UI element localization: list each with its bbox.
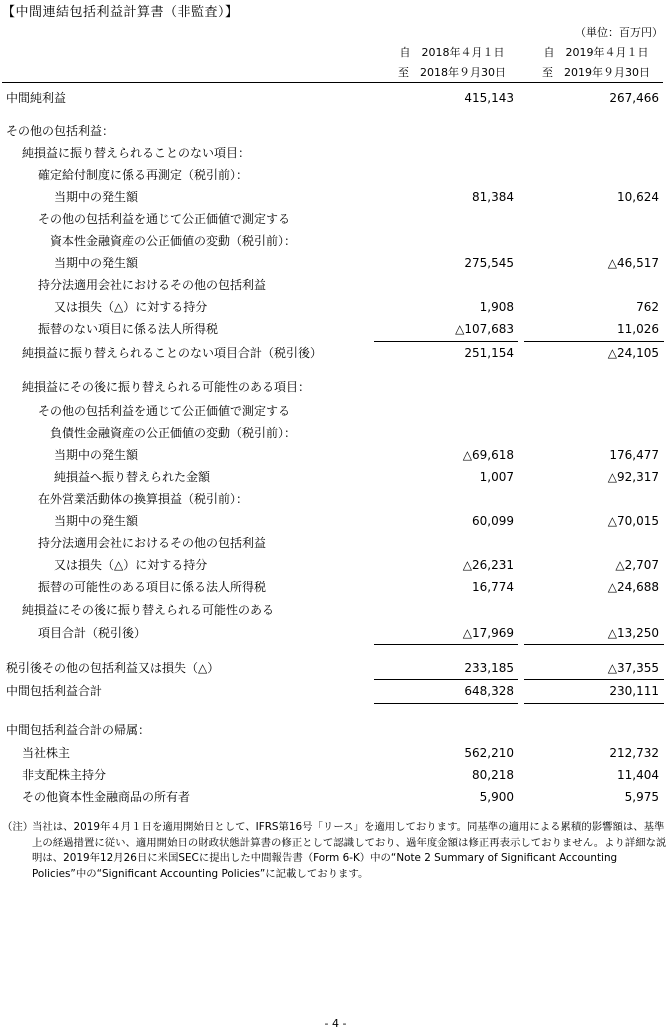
header-divider bbox=[2, 82, 663, 83]
value-period-1: △26,231 bbox=[462, 558, 514, 572]
value-period-2: △2,707 bbox=[615, 558, 659, 572]
value-period-2: △13,250 bbox=[607, 626, 659, 640]
value-period-1: 16,774 bbox=[472, 580, 514, 594]
table-row bbox=[0, 532, 671, 554]
table-row bbox=[0, 488, 671, 510]
table-row bbox=[0, 657, 671, 679]
table-row bbox=[0, 554, 671, 576]
table-row bbox=[0, 599, 671, 621]
table-row bbox=[0, 318, 671, 340]
row-label: 純損益に振り替えられることのない項目合計（税引後） bbox=[22, 346, 323, 360]
statement-title: 【中間連結包括利益計算書（非監査）】 bbox=[2, 5, 239, 20]
row-label: 純損益にその後に振り替えられる可能性のある bbox=[22, 603, 275, 617]
row-label: 振替のない項目に係る法人所得税 bbox=[38, 322, 219, 336]
subtotal-rule bbox=[374, 679, 518, 680]
row-label: 持分法適用会社におけるその他の包括利益 bbox=[38, 278, 267, 292]
value-period-1: 81,384 bbox=[472, 190, 514, 204]
value-period-2: 212,732 bbox=[609, 746, 659, 760]
column-header-period-1-to: 至 2018年９月30日 bbox=[398, 66, 506, 79]
subtotal-rule bbox=[374, 341, 518, 342]
row-label: その他の包括利益を通じて公正価値で測定する bbox=[38, 212, 291, 226]
row-label: 又は損失（△）に対する持分 bbox=[54, 300, 208, 314]
row-label: 確定給付制度に係る再測定（税引前）： bbox=[38, 168, 249, 182]
row-label: その他の包括利益： bbox=[6, 124, 115, 138]
table-row bbox=[0, 87, 671, 109]
subtotal-rule bbox=[374, 644, 518, 645]
value-period-2: 11,026 bbox=[617, 322, 659, 336]
row-label: 資本性金融資産の公正価値の変動（税引前）： bbox=[50, 234, 297, 248]
table-row bbox=[0, 230, 671, 252]
column-header-period-2-to: 至 2019年９月30日 bbox=[542, 66, 650, 79]
row-label: 在外営業活動体の換算損益（税引前）： bbox=[38, 492, 249, 506]
footnote bbox=[2, 820, 670, 882]
value-period-2: 267,466 bbox=[609, 91, 659, 105]
value-period-2: 5,975 bbox=[624, 790, 659, 804]
table-row bbox=[0, 376, 671, 398]
table-row bbox=[0, 786, 671, 808]
subtotal-rule bbox=[524, 644, 664, 645]
row-label: 中間包括利益合計 bbox=[6, 684, 103, 698]
table-row bbox=[0, 719, 671, 741]
subtotal-rule bbox=[524, 341, 664, 342]
table-row bbox=[0, 576, 671, 598]
value-period-2: 762 bbox=[636, 300, 659, 314]
row-label: 当社株主 bbox=[22, 746, 71, 760]
value-period-1: 562,210 bbox=[464, 746, 514, 760]
value-period-1: 415,143 bbox=[464, 91, 514, 105]
subtotal-rule bbox=[524, 679, 664, 680]
footnote-text: 当社は、2019年４月１日を適用開始日として、IFRS第16号「リース」を適用しております。同基準の適用による累積的影響額は、基準上の経過措置に従い、適用開始日の財政状態計算書の修正として認識しており、過年度金額は修正再表示しておりません。より詳細な説明は、2019年12月26日に米国SECに提出した中間報告書（Form 6-K）中の“Note 2 Summary of Significant Accounting Policies”中の“Significant Accounting Policies”に記載しております。 bbox=[32, 821, 667, 880]
row-label: 当期中の発生額 bbox=[54, 190, 139, 204]
value-period-2: △70,015 bbox=[607, 514, 659, 528]
total-rule bbox=[374, 703, 518, 704]
row-label: 純損益にその後に振り替えられる可能性のある項目： bbox=[22, 380, 311, 394]
value-period-1: 5,900 bbox=[479, 790, 514, 804]
table-row bbox=[0, 510, 671, 532]
row-label: 税引後その他の包括利益又は損失（△） bbox=[6, 661, 220, 675]
value-period-1: 80,218 bbox=[472, 768, 514, 782]
table-row bbox=[0, 296, 671, 318]
row-label: 中間包括利益合計の帰属： bbox=[6, 723, 151, 737]
row-label: 当期中の発生額 bbox=[54, 448, 139, 462]
value-period-2: 230,111 bbox=[609, 684, 659, 698]
row-label: 負債性金融資産の公正価値の変動（税引前）： bbox=[50, 426, 297, 440]
row-label: 純損益に振り替えられることのない項目： bbox=[22, 146, 251, 160]
table-row bbox=[0, 186, 671, 208]
row-label: 純損益へ振り替えられた金額 bbox=[54, 470, 211, 484]
row-label: 当期中の発生額 bbox=[54, 256, 139, 270]
value-period-1: 648,328 bbox=[464, 684, 514, 698]
page-number: - 4 - bbox=[324, 1017, 347, 1030]
value-period-2: 176,477 bbox=[609, 448, 659, 462]
row-label: 又は損失（△）に対する持分 bbox=[54, 558, 208, 572]
value-period-2: △37,355 bbox=[607, 661, 659, 675]
table-row bbox=[0, 680, 671, 702]
value-period-1: 233,185 bbox=[464, 661, 514, 675]
column-header-period-1-from: 自 2018年４月１日 bbox=[399, 46, 505, 59]
row-label: 当期中の発生額 bbox=[54, 514, 139, 528]
value-period-2: △92,317 bbox=[607, 470, 659, 484]
value-period-1: 1,908 bbox=[479, 300, 514, 314]
unit-label: （単位：百万円） bbox=[575, 26, 663, 39]
table-row bbox=[0, 120, 671, 142]
table-row bbox=[0, 208, 671, 230]
row-label: その他資本性金融商品の所有者 bbox=[22, 790, 191, 804]
value-period-1: 251,154 bbox=[464, 346, 514, 360]
total-rule bbox=[524, 703, 664, 704]
table-row bbox=[0, 742, 671, 764]
table-row bbox=[0, 274, 671, 296]
value-period-1: △107,683 bbox=[455, 322, 514, 336]
value-period-2: △46,517 bbox=[607, 256, 659, 270]
value-period-2: 11,404 bbox=[617, 768, 659, 782]
value-period-1: 1,007 bbox=[479, 470, 514, 484]
value-period-1: △17,969 bbox=[462, 626, 514, 640]
value-period-2: △24,105 bbox=[607, 346, 659, 360]
table-row bbox=[0, 252, 671, 274]
table-row bbox=[0, 164, 671, 186]
table-row bbox=[0, 466, 671, 488]
table-row bbox=[0, 142, 671, 164]
row-label: 項目合計（税引後） bbox=[38, 626, 147, 640]
row-label: 持分法適用会社におけるその他の包括利益 bbox=[38, 536, 267, 550]
row-label: 振替の可能性のある項目に係る法人所得税 bbox=[38, 580, 267, 594]
row-label: 非支配株主持分 bbox=[22, 768, 107, 782]
value-period-1: △69,618 bbox=[462, 448, 514, 462]
table-row bbox=[0, 342, 671, 364]
value-period-2: △24,688 bbox=[607, 580, 659, 594]
value-period-2: 10,624 bbox=[617, 190, 659, 204]
value-period-1: 275,545 bbox=[464, 256, 514, 270]
table-row bbox=[0, 444, 671, 466]
table-row bbox=[0, 764, 671, 786]
value-period-1: 60,099 bbox=[472, 514, 514, 528]
row-label: 中間純利益 bbox=[6, 91, 67, 105]
footnote-mark: （注） bbox=[2, 821, 34, 833]
table-row bbox=[0, 622, 671, 644]
column-header-period-2-from: 自 2019年４月１日 bbox=[543, 46, 649, 59]
row-label: その他の包括利益を通じて公正価値で測定する bbox=[38, 404, 291, 418]
table-row bbox=[0, 422, 671, 444]
table-row bbox=[0, 400, 671, 422]
